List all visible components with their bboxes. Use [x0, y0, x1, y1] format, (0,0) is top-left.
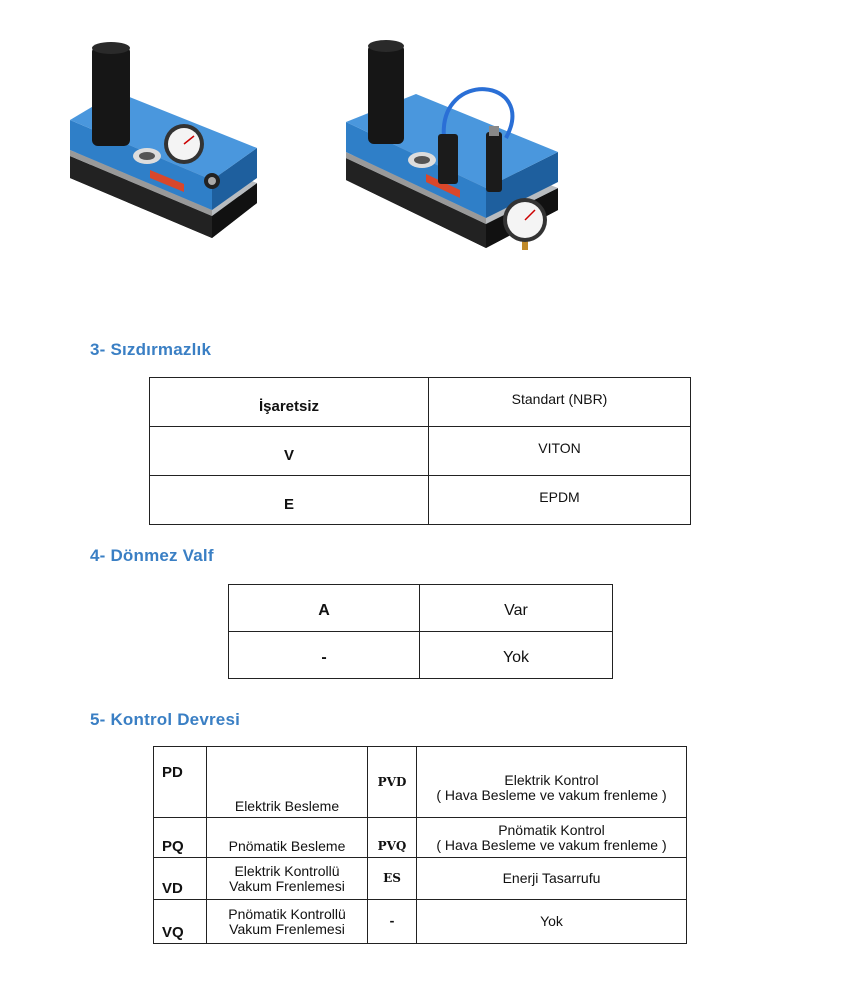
sealing-code: V — [150, 427, 429, 476]
sealing-material: Standart (NBR) — [429, 378, 691, 427]
table-row — [150, 427, 691, 476]
sealing-table — [149, 377, 691, 525]
desc-line-2: ( Hava Besleme ve vakum frenleme ) — [436, 836, 667, 853]
control-description — [207, 900, 368, 944]
section-title-sealing: 3- Sızdırmazlık — [90, 340, 212, 359]
desc-line-1: Pnömatik Kontrol — [498, 821, 605, 838]
table-row — [154, 747, 687, 818]
table-row — [154, 858, 687, 900]
sealing-material: EPDM — [429, 476, 691, 525]
control-code-alt: PVQ — [368, 818, 417, 858]
control-description-alt: Yok — [417, 900, 687, 944]
control-description — [207, 858, 368, 900]
check-valve-code: - — [229, 632, 420, 679]
table-row — [229, 632, 613, 679]
desc-line-2: Vakum Frenlemesi — [229, 920, 345, 937]
desc-line-1: Elektrik Kontrollü — [234, 862, 340, 879]
sealing-code: E — [150, 476, 429, 525]
section-title-check-valve: 4- Dönmez Valf — [90, 546, 214, 565]
table-row — [229, 585, 613, 632]
sealing-material: VITON — [429, 427, 691, 476]
control-code: PD — [154, 747, 207, 818]
control-code: VD — [154, 858, 207, 900]
control-description: Pnömatik Besleme — [207, 818, 368, 858]
desc-line-2: Vakum Frenlemesi — [229, 877, 345, 894]
table-row — [154, 818, 687, 858]
product-image-ejector-standard — [62, 38, 262, 248]
desc-line-1: Elektrik Kontrol — [504, 772, 599, 788]
desc-line-1: Pnömatik Kontrollü — [228, 905, 346, 922]
control-description-alt — [417, 818, 687, 858]
sealing-code: İşaretsiz — [150, 378, 429, 427]
control-description-alt: Enerji Tasarrufu — [417, 858, 687, 900]
table-row — [150, 378, 691, 427]
check-valve-value: Yok — [420, 632, 613, 679]
desc-line-2: ( Hava Besleme ve vakum frenleme ) — [436, 787, 667, 803]
control-description: Elektrik Besleme — [207, 747, 368, 818]
control-circuit-table — [153, 746, 687, 944]
check-valve-table — [228, 584, 613, 679]
table-row — [154, 900, 687, 944]
control-description-alt — [417, 747, 687, 818]
table-row — [150, 476, 691, 525]
check-valve-code: A — [229, 585, 420, 632]
section-title-control-circuit: 5- Kontrol Devresi — [90, 710, 241, 729]
control-code-alt: - — [368, 900, 417, 944]
control-code-alt: PVD — [368, 747, 417, 818]
control-code-alt: ES — [368, 858, 417, 900]
control-code: VQ — [154, 900, 207, 944]
control-code: PQ — [154, 818, 207, 858]
product-image-ejector-with-valves — [338, 38, 568, 268]
check-valve-value: Var — [420, 585, 613, 632]
